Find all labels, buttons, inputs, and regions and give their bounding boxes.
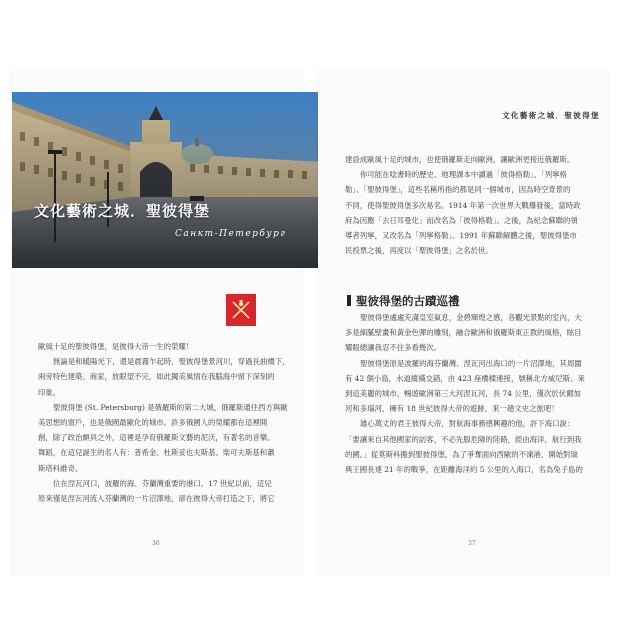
paragraph-line: 不同，使得聖彼得堡多次易名。1914 年第一次世界大戰爆發後，當時政 — [345, 200, 581, 210]
paragraph-line: 到這美麗的城市，暢遊歐洲第三大河涅瓦河，長 74 公里，僅次於伏爾加 — [345, 389, 581, 399]
paragraph-line: 有 42 個小島，水道縱橫交錯，由 423 座橋樑連接，號稱北方威尼斯。來 — [345, 373, 585, 383]
paragraph-intro: 歐風十足的聖彼得堡，是彼得大帝一生的榮耀！ — [38, 342, 194, 351]
paragraph-line: 勒」、「聖彼得堡」，這些名稱所指的都是同一個城市，因為時空背景的 — [345, 185, 571, 195]
paragraph-line: 美思想的窗戶，也是俄國最歐化的城市。許多俄國人的榮耀都在這裡開 — [38, 418, 268, 428]
left-body-text — [38, 339, 288, 506]
paragraph-line: 河和多瑙河，擁有 18 世紀彼得大帝的遊跡，來一趟文史之旅吧！ — [345, 404, 559, 414]
left-page — [12, 70, 302, 575]
photo-title: 文化藝術之城．聖彼得堡 — [34, 202, 211, 220]
paragraph-line: 典王國長達 21 年的戰爭，在距離海洋約 5 公里的入海口，名為兔子島的 — [345, 465, 583, 475]
st-petersburg-flag-icon — [226, 294, 256, 326]
paragraph-line: 原來僅是涅瓦河流入芬蘭灣的一片沼澤地，卻在彼得大帝打造之下，將它 — [38, 494, 275, 504]
right-body-text-bottom — [345, 310, 595, 477]
page-number: 36 — [152, 540, 160, 547]
paragraph: 位在涅瓦河口，波羅的海、芬蘭灣重要的港口。17 世紀以前，這兒 — [53, 478, 272, 488]
right-body-text-top — [345, 152, 595, 258]
paragraph-line: 建設成歐風十足的城市，也使俄羅斯走向歐洲，讓歐洲更接近俄羅斯。 — [345, 155, 575, 164]
paragraph-line: 導者列寧，又改名為「列寧格勒」。1991 年蘇聯解體之後，聖彼得堡市 — [345, 231, 577, 241]
paragraph-line: 府為因應「去日耳曼化」而改名為「彼得格勒」。之後，為紀念蘇聯的領 — [345, 215, 578, 225]
paragraph-line: 創，除了政治頗具之外，這裡是孕育俄羅斯文藝的泥沃，有著名的音樂、 — [38, 433, 275, 443]
palace-square-photo — [12, 92, 322, 268]
paragraph-line: 「要讓來自其他國家的訪客，不必先服危險的陸路，經由海洋，航行到我 — [345, 434, 582, 444]
paragraph-line: 兩旁特色建築、商家，放眼望不完，如此獨美風情在我腦海中留下深刻的 — [38, 372, 275, 382]
paragraph: 聖彼得堡原是波羅的海芬蘭灣、涅瓦河出海口的一片沼澤地，其周圍 — [360, 358, 582, 368]
running-header: 文化藝術之城．聖彼得堡 — [502, 111, 600, 120]
paragraph-line: 的國。」從莫斯科搬到聖彼得堡，為了爭奪面向西歐的不凍港，開始對瑞 — [345, 449, 578, 459]
section-heading: 聖彼得堡的古蹟巡禮 — [347, 293, 460, 309]
paragraph: 你可能在唸書時的歷史、地理課本中讀過「彼得格勒」、「列寧格 — [360, 170, 567, 180]
paragraph-line: 耀眼總讓我忍不住多看幾次。 — [345, 343, 442, 353]
page-number: 37 — [468, 540, 476, 547]
paragraph: 聖彼得堡處處充滿皇室氣息，金碧輝煌之感，各觀光景點的室內，大 — [360, 313, 582, 322]
paragraph-line: 印象。 — [38, 387, 61, 397]
paragraph: 無論是和暖陽光下，還是晨霧乍起時，聖彼得堡景河川，穿過長曲橋下， — [53, 357, 290, 367]
photo-subtitle-cyrillic: Санкт-Петербург — [175, 229, 287, 239]
right-page — [318, 70, 608, 575]
paragraph-line: 斯塔科維奇。 — [38, 463, 83, 473]
paragraph: 聖彼得堡 (St. Petersburg) 是俄羅斯的第二大城，俄羅斯通往西方與歐 — [53, 402, 288, 412]
paragraph-line: 舞蹈，在這兒誕生的名人有：普希金、杜斯妥也夫斯基、柴可夫斯基和蕭 — [38, 448, 275, 458]
heading-bar-icon — [347, 295, 351, 306]
paragraph-line: 民投票之後，再度以「聖彼得堡」之名於世。 — [345, 246, 493, 256]
paragraph-line: 多是細膩壁畫和黃金色彈的雕刻，融合歐洲和俄羅斯東正教的風格，眩目 — [345, 328, 582, 338]
paragraph: 雄心萬丈的君王彼得大帝，對航海事務感興趣的他，許下海口說： — [360, 419, 575, 429]
